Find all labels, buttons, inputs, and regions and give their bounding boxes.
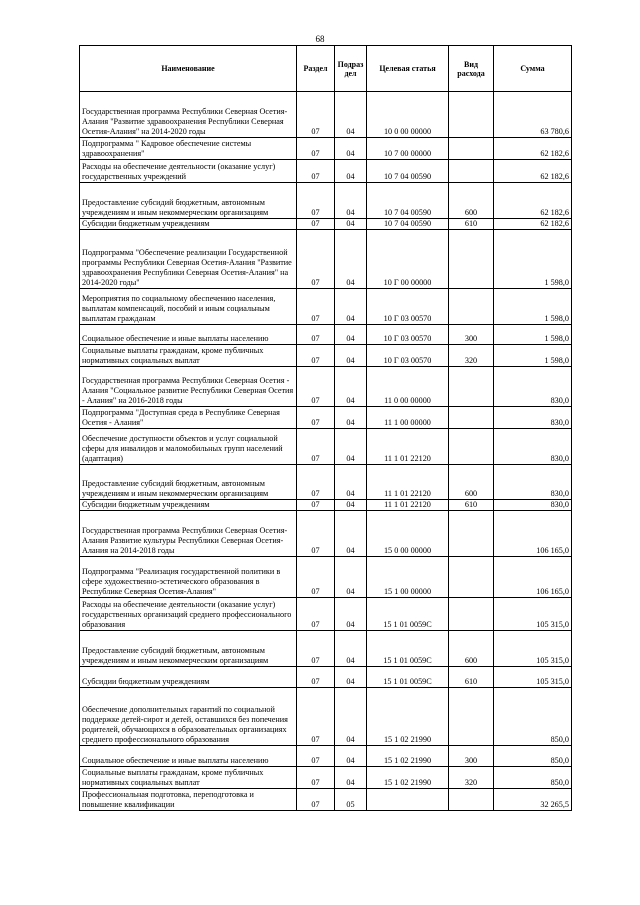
column-header-razdel: Раздел [297, 46, 335, 92]
cell-podrazdel: 04 [335, 183, 367, 219]
cell-vid [449, 367, 494, 407]
cell-razdel: 07 [297, 407, 335, 429]
cell-podrazdel: 04 [335, 500, 367, 511]
cell-podrazdel: 04 [335, 746, 367, 767]
cell-sum: 1 598,0 [494, 325, 572, 345]
table-row [80, 345, 572, 367]
cell-sum: 830,0 [494, 500, 572, 511]
cell-target: 11 1 01 22120 [367, 429, 449, 465]
cell-podrazdel: 04 [335, 688, 367, 746]
column-header-target: Целевая статья [367, 46, 449, 92]
cell-vid [449, 407, 494, 429]
table-row [80, 557, 572, 598]
cell-vid [449, 688, 494, 746]
cell-vid [449, 789, 494, 811]
cell-podrazdel: 04 [335, 598, 367, 631]
table-row [80, 465, 572, 500]
cell-razdel: 07 [297, 92, 335, 138]
cell-sum: 850,0 [494, 767, 572, 789]
cell-name: Мероприятия по социальному обеспечению населения, выплатам компенсаций, пособий и иным социальным выплатам гражданам [80, 289, 297, 325]
cell-podrazdel: 04 [335, 345, 367, 367]
cell-name: Государственная программа Республики Северная Осетия-Алания Развитие культуры Республики Северная Осетия-Алания на 2014-2018 годы [80, 511, 297, 557]
cell-name: Подпрограмма "Доступная среда в Республике Северная Осетия - Алания" [80, 407, 297, 429]
table-row [80, 92, 572, 138]
cell-vid [449, 160, 494, 183]
table-row [80, 746, 572, 767]
cell-razdel: 07 [297, 598, 335, 631]
cell-name: Государственная программа Республики Северная Осетия-Алания "Развитие здравоохранения Республики Северная Осетия-Алания" на 2014-2020 годы [80, 92, 297, 138]
cell-sum: 105 315,0 [494, 631, 572, 667]
budget-table [79, 45, 572, 811]
cell-razdel: 07 [297, 230, 335, 289]
cell-target: 15 1 01 0059С [367, 667, 449, 688]
cell-razdel: 07 [297, 746, 335, 767]
cell-vid: 600 [449, 631, 494, 667]
cell-razdel: 07 [297, 429, 335, 465]
cell-target: 10 7 00 00000 [367, 138, 449, 160]
cell-name: Предоставление субсидий бюджетным, автономным учреждениям и иным некоммерческим организациям [80, 183, 297, 219]
cell-name: Субсидии бюджетным учреждениям [80, 500, 297, 511]
column-header-vid: Вид расхода [449, 46, 494, 92]
cell-sum: 1 598,0 [494, 230, 572, 289]
cell-razdel: 07 [297, 345, 335, 367]
cell-sum: 105 315,0 [494, 598, 572, 631]
cell-podrazdel: 04 [335, 767, 367, 789]
cell-razdel: 07 [297, 511, 335, 557]
cell-podrazdel: 05 [335, 789, 367, 811]
column-header-name: Наименование [80, 46, 297, 92]
cell-sum: 63 780,6 [494, 92, 572, 138]
cell-target: 11 1 00 00000 [367, 407, 449, 429]
cell-razdel: 07 [297, 289, 335, 325]
cell-target: 10 0 00 00000 [367, 92, 449, 138]
cell-sum: 106 165,0 [494, 557, 572, 598]
cell-sum: 830,0 [494, 429, 572, 465]
cell-name: Субсидии бюджетным учреждениям [80, 219, 297, 230]
cell-podrazdel: 04 [335, 407, 367, 429]
cell-podrazdel: 04 [335, 465, 367, 500]
cell-target: 15 1 01 0059С [367, 598, 449, 631]
cell-name: Профессиональная подготовка, переподготовка и повышение квалификации [80, 789, 297, 811]
cell-podrazdel: 04 [335, 557, 367, 598]
cell-name: Предоставление субсидий бюджетным, автономным учреждениям и иным некоммерческим организациям [80, 631, 297, 667]
cell-vid: 600 [449, 183, 494, 219]
cell-sum: 850,0 [494, 688, 572, 746]
table-row [80, 631, 572, 667]
cell-target: 10 Г 03 00570 [367, 325, 449, 345]
cell-podrazdel: 04 [335, 367, 367, 407]
cell-sum: 830,0 [494, 407, 572, 429]
cell-sum: 106 165,0 [494, 511, 572, 557]
cell-razdel: 07 [297, 219, 335, 230]
table-row [80, 230, 572, 289]
table-row [80, 429, 572, 465]
cell-name: Расходы на обеспечение деятельности (оказание услуг) государственных организаций среднего профессионального образования [80, 598, 297, 631]
cell-vid: 610 [449, 667, 494, 688]
cell-sum: 62 182,6 [494, 160, 572, 183]
cell-vid: 610 [449, 500, 494, 511]
column-header-podrazdel: Подраз дел [335, 46, 367, 92]
cell-sum: 850,0 [494, 746, 572, 767]
table-row [80, 511, 572, 557]
cell-target: 10 7 04 00590 [367, 160, 449, 183]
cell-podrazdel: 04 [335, 289, 367, 325]
cell-target: 10 Г 00 00000 [367, 230, 449, 289]
table-row [80, 183, 572, 219]
table-row [80, 598, 572, 631]
cell-target: 11 1 01 22120 [367, 500, 449, 511]
cell-razdel: 07 [297, 557, 335, 598]
cell-name: Подпрограмма "Обеспечение реализации Государственной программы Республики Северная Осетия-Алания "Развитие здравоохранения Республики Северная Осетия-Алания" на 2014-2020 годы" [80, 230, 297, 289]
table-row [80, 160, 572, 183]
cell-razdel: 07 [297, 688, 335, 746]
cell-name: Социальное обеспечение и иные выплаты населению [80, 746, 297, 767]
table-row [80, 367, 572, 407]
cell-name: Субсидии бюджетным учреждениям [80, 667, 297, 688]
cell-vid: 300 [449, 746, 494, 767]
cell-sum: 1 598,0 [494, 345, 572, 367]
cell-sum: 105 315,0 [494, 667, 572, 688]
cell-razdel: 07 [297, 789, 335, 811]
cell-razdel: 07 [297, 367, 335, 407]
cell-name: Подпрограмма " Кадровое обеспечение системы здравоохранения" [80, 138, 297, 160]
cell-sum: 830,0 [494, 465, 572, 500]
cell-razdel: 07 [297, 500, 335, 511]
table-row [80, 289, 572, 325]
cell-target: 11 0 00 00000 [367, 367, 449, 407]
cell-vid: 610 [449, 219, 494, 230]
cell-razdel: 07 [297, 325, 335, 345]
cell-sum: 830,0 [494, 367, 572, 407]
column-header-sum: Сумма [494, 46, 572, 92]
cell-razdel: 07 [297, 183, 335, 219]
cell-target: 15 1 02 21990 [367, 688, 449, 746]
cell-name: Социальные выплаты гражданам, кроме публичных нормативных социальных выплат [80, 767, 297, 789]
table-row [80, 219, 572, 230]
cell-target: 10 7 04 00590 [367, 219, 449, 230]
cell-target: 10 Г 03 00570 [367, 345, 449, 367]
cell-target [367, 789, 449, 811]
cell-razdel: 07 [297, 160, 335, 183]
cell-vid [449, 598, 494, 631]
cell-sum: 62 182,6 [494, 219, 572, 230]
cell-vid [449, 138, 494, 160]
cell-target: 15 1 02 21990 [367, 746, 449, 767]
cell-target: 10 Г 03 00570 [367, 289, 449, 325]
cell-podrazdel: 04 [335, 325, 367, 345]
cell-target: 15 1 02 21990 [367, 767, 449, 789]
cell-razdel: 07 [297, 465, 335, 500]
cell-podrazdel: 04 [335, 511, 367, 557]
cell-vid: 300 [449, 325, 494, 345]
cell-vid [449, 429, 494, 465]
table-row [80, 767, 572, 789]
cell-name: Подпрограмма "Реализация государственной политики в сфере художественно-эстетического образования в Республике Северная Осетия-Алания" [80, 557, 297, 598]
cell-podrazdel: 04 [335, 160, 367, 183]
cell-target: 10 7 04 00590 [367, 183, 449, 219]
cell-name: Обеспечение доступности объектов и услуг социальной сферы для инвалидов и маломобильных групп населений (адаптация) [80, 429, 297, 465]
table-row [80, 407, 572, 429]
cell-name: Государственная программа Республики Северная Осетия - Алания "Социальное развитие Республики Северная Осетия - Алания" на 2016-2018 годы [80, 367, 297, 407]
cell-razdel: 07 [297, 138, 335, 160]
cell-name: Социальное обеспечение и иные выплаты населению [80, 325, 297, 345]
cell-razdel: 07 [297, 631, 335, 667]
cell-target: 15 1 00 00000 [367, 557, 449, 598]
cell-podrazdel: 04 [335, 138, 367, 160]
cell-vid [449, 511, 494, 557]
cell-sum: 32 265,5 [494, 789, 572, 811]
cell-sum: 62 182,6 [494, 183, 572, 219]
table-row [80, 138, 572, 160]
cell-name: Предоставление субсидий бюджетным, автономным учреждениям и иным некоммерческим организациям [80, 465, 297, 500]
table-row [80, 789, 572, 811]
table-row [80, 688, 572, 746]
cell-target: 15 0 00 00000 [367, 511, 449, 557]
cell-name: Социальные выплаты гражданам, кроме публичных нормативных социальных выплат [80, 345, 297, 367]
cell-name: Расходы на обеспечение деятельности (оказание услуг) государственных учреждений [80, 160, 297, 183]
cell-razdel: 07 [297, 667, 335, 688]
cell-vid: 600 [449, 465, 494, 500]
table-row [80, 500, 572, 511]
cell-name: Обеспечение дополнительных гарантий по социальной поддержке детей-сирот и детей, оставшихся без попечения родителей, обучающихся в образовательных организациях среднего профессионального образования [80, 688, 297, 746]
cell-vid [449, 289, 494, 325]
table-header-row [80, 46, 572, 92]
cell-vid [449, 230, 494, 289]
page-number: 68 [315, 34, 325, 44]
table-row [80, 667, 572, 688]
cell-target: 15 1 01 0059С [367, 631, 449, 667]
cell-podrazdel: 04 [335, 667, 367, 688]
cell-vid: 320 [449, 345, 494, 367]
cell-vid [449, 92, 494, 138]
cell-podrazdel: 04 [335, 230, 367, 289]
cell-sum: 1 598,0 [494, 289, 572, 325]
cell-podrazdel: 04 [335, 631, 367, 667]
cell-vid [449, 557, 494, 598]
cell-podrazdel: 04 [335, 92, 367, 138]
cell-razdel: 07 [297, 767, 335, 789]
cell-podrazdel: 04 [335, 219, 367, 230]
table-row [80, 325, 572, 345]
cell-target: 11 1 01 22120 [367, 465, 449, 500]
cell-sum: 62 182,6 [494, 138, 572, 160]
cell-podrazdel: 04 [335, 429, 367, 465]
cell-vid: 320 [449, 767, 494, 789]
